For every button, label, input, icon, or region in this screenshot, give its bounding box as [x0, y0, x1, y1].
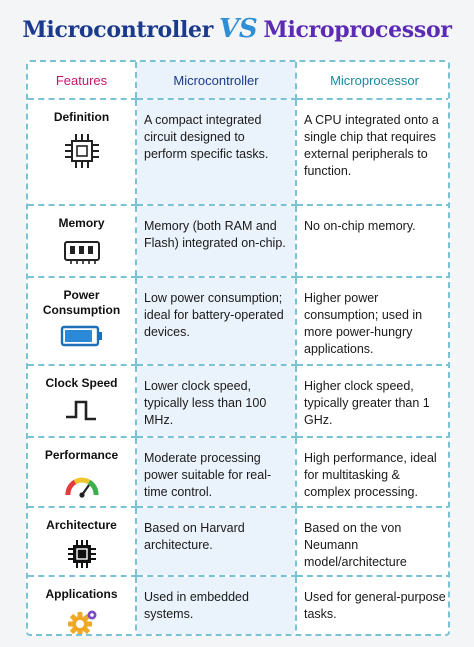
feature-cell [28, 365, 136, 437]
microcontroller-cell: Lower clock speed, typically less than 100 MHz. [136, 365, 296, 437]
memory-icon [62, 237, 102, 265]
table-row [28, 99, 450, 205]
comparison-table [28, 62, 450, 636]
table-row [28, 507, 450, 576]
table-row [28, 576, 450, 636]
feature-label: Architecture [46, 518, 117, 532]
microprocessor-cell: High performance, ideal for multitasking & complex processing. [296, 437, 450, 507]
microprocessor-cell: Higher power consumption; used in more power-hungry applications. [296, 277, 450, 365]
feature-label: Power Consumption [42, 288, 121, 317]
title-microprocessor: Microprocessor [263, 17, 452, 43]
column-header-microcontroller: Microcontroller [136, 62, 296, 99]
microcontroller-cell: Based on Harvard architecture. [136, 507, 296, 576]
feature-label: Definition [53, 110, 110, 124]
table-row [28, 205, 450, 277]
clock-signal-icon [62, 397, 102, 425]
gauge-icon [62, 469, 102, 501]
feature-cell [28, 277, 136, 365]
chip-icon [62, 131, 102, 171]
microprocessor-cell: No on-chip memory. [296, 205, 450, 277]
column-header-microprocessor: Microprocessor [296, 62, 450, 99]
table-row [28, 437, 450, 507]
vs-label: VS [219, 14, 258, 44]
table-row [28, 365, 450, 437]
microcontroller-cell: Moderate processing power suitable for real-time control. [136, 437, 296, 507]
feature-label: Memory [58, 216, 105, 230]
microcontroller-cell: Memory (both RAM and Flash) integrated on-chip. [136, 205, 296, 277]
feature-label: Clock Speed [45, 376, 118, 390]
microcontroller-cell: Used in embedded systems. [136, 576, 296, 636]
table-header-row [28, 62, 450, 99]
title-vs [219, 14, 257, 44]
table-row [28, 277, 450, 365]
cpu-icon [67, 539, 97, 569]
comparison-card [26, 60, 450, 636]
feature-cell [28, 437, 136, 507]
title-microcontroller: Microcontroller [22, 17, 214, 43]
column-header-features: Features [28, 62, 136, 99]
microprocessor-cell: Based on the von Neumann model/architecture [296, 507, 450, 576]
microprocessor-cell: Used for general-purpose tasks. [304, 590, 446, 621]
microprocessor-cell: Higher clock speed, typically greater than 1 GHz. [296, 365, 450, 437]
feature-cell [28, 205, 136, 277]
feature-label: Applications [45, 587, 118, 601]
feature-cell [28, 99, 136, 205]
microcontroller-cell: A compact integrated circuit designed to perform specific tasks. [136, 99, 296, 205]
feature-cell [28, 507, 136, 576]
microprocessor-cell: A CPU integrated onto a single chip that requires external peripherals to function. [296, 99, 450, 205]
feature-cell [28, 576, 136, 636]
gear-icon [66, 608, 98, 636]
page-title [0, 14, 474, 44]
microcontroller-cell: Low power consumption; ideal for battery-operated devices. [136, 277, 296, 365]
battery-icon [60, 324, 104, 348]
feature-label: Performance [44, 448, 119, 462]
